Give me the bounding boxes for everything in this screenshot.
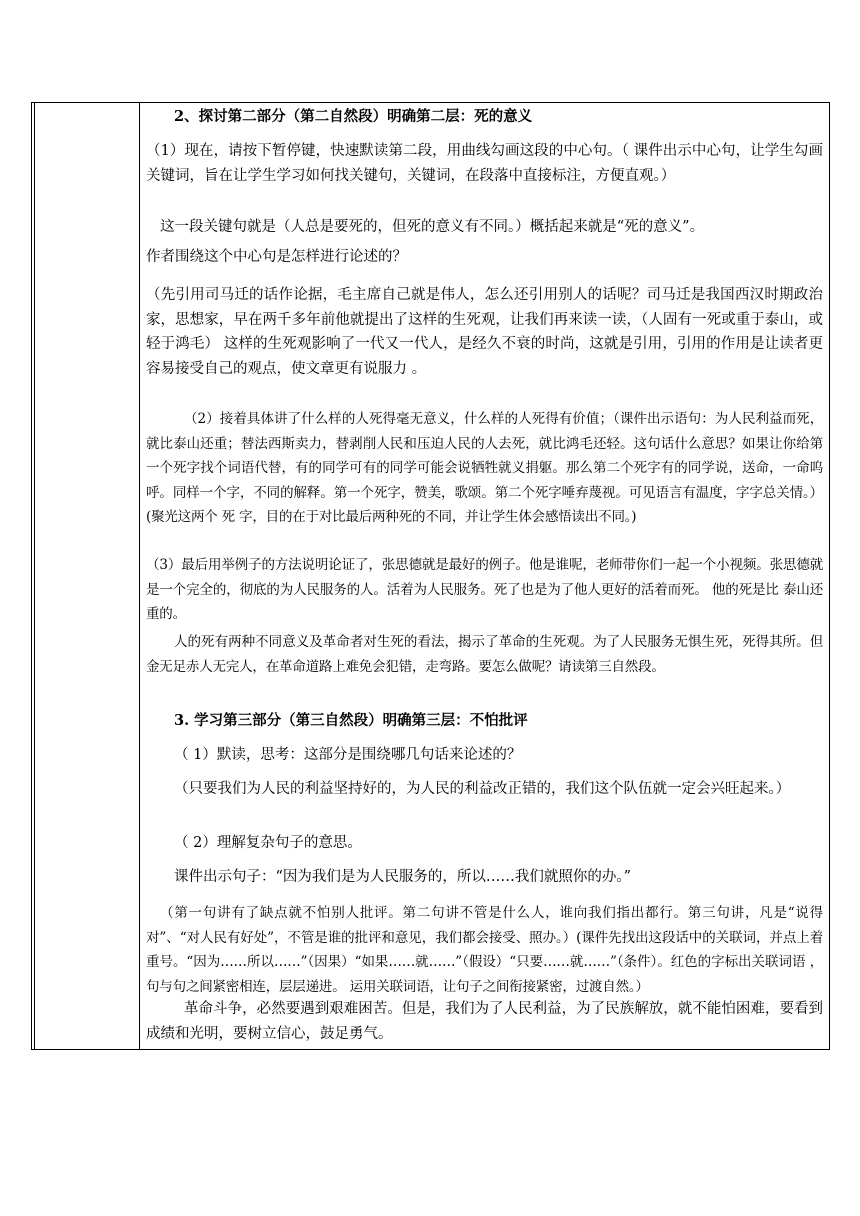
section3-closing: 革命斗争，必然要遇到艰难困苦。但是，我们为了人民利益，为了民族解放，就不能怕困难，要看到成绩和光明，要树立信心，鼓足勇气。 <box>146 1001 823 1042</box>
section2-paragraph-7: 人的死有两种不同意义及革命者对生死的看法，揭示了革命的生死观。为了人民服务无惧生死，死得其所。但金无足赤人无完人，在革命道路上难免会犯错，走弯路。要怎么做呢？请读第三自然段。 <box>146 634 823 675</box>
section3-question-1: （ 1）默读，思考：这部分是围绕哪几句话来论述的？ <box>174 747 522 763</box>
section3-heading: 3. 学习第三部分（第三自然段）明确第三层：不怕批评 <box>174 712 528 729</box>
lesson-table <box>31 102 830 1050</box>
section2-paragraph-1: （1）现在，请按下暂停键，快速默读第二段，用曲线勾画这段的中心句。（ 课件出示中心句，让学生勾画关键词，旨在让学生学习如何找关键句，关键词，在段落中直接标注，方便直观。） <box>146 143 823 184</box>
section3-answer-2: （第一句讲有了缺点就不怕别人批评。第二句讲不管是什么人，谁向我们指出都行。第三句讲，凡是“说得对”、“对人民有好处”，不管是谁的批评和意见，我们都会接受、照办。）(课件先找出这段话中的关联词，并点上着重号。“因为……所以……”（因果）“如果……就……”（假设）“只要……就……”（条件）。红色的字标出关联词语 ，句与句之间紧密相连，层层递进。 运用关联词语，让句子之间衔接紧密，过渡自然。） <box>146 905 823 995</box>
section2-paragraph-2: 这一段关键句就是（人总是要死的，但死的意义有不同。）概括起来就是“死的意义”。 <box>160 219 705 235</box>
section2-paragraph-3: 作者围绕这个中心句是怎样进行论述的？ <box>146 249 407 265</box>
section2-paragraph-5: （2）接着具体讲了什么样的人死得毫无意义，什么样的人死得有价值；（课件出示语句：为人民利益而死，就比泰山还重；替法西斯卖力，替剥削人民和压迫人民的人去死，就比鸿毛还轻。这句话什么意思？如果让你给第一个死字找个词语代替，有的同学可有的同学可能会说牺牲就义捐躯。那么第二个死字有的同学说，送命，一命呜呼。同样一个字，不同的解释。第一个死字，赞美，歌颂。第二个死字唾弃蔑视。可见语言有温度，字字总关情。）(聚光这两个 死 字，目的在于对比最后两种死的不同，并让学生体会感悟读出不同。) <box>146 411 823 525</box>
section3-sentence: 课件出示句子：“因为我们是为人民服务的，所以……我们就照你的办。” <box>174 869 632 885</box>
section2-paragraph-6: （3）最后用举例子的方法说明论证了，张思德就是最好的例子。他是谁呢，老师带你们一起一个小视频。张思德就是一个完全的，彻底的为人民服务的人。活着为人民服务。死了也是为了他人更好的活着而死。 他的死是比 泰山还重的。 <box>146 557 823 622</box>
content-column <box>142 103 829 1049</box>
section3-answer-1: （只要我们为人民的利益坚持好的，为人民的利益改正错的，我们这个队伍就一定会兴旺起来。） <box>174 781 791 797</box>
section2-paragraph-4: （先引用司马迁的话作论据，毛主席自己就是伟人，怎么还引用别人的话呢？司马迁是我国西汉时期政治家，思想家，早在两千多年前他就提出了这样的生死观，让我们再来读一读，（人固有一死或重于泰山，或轻于鸿毛） 这样的生死观影响了一代又一代人，是经久不衰的时尚，这就是引用，引用的作用是让读者更容易接受自己的观点，使文章更有说服力 。 <box>146 287 823 377</box>
section3-question-2: （ 2）理解复杂句子的意思。 <box>174 835 362 851</box>
left-column <box>32 103 140 1049</box>
section2-heading: 2、探讨第二部分（第二自然段）明确第二层：死的意义 <box>174 108 533 125</box>
left-column-inner-border <box>34 103 37 1049</box>
